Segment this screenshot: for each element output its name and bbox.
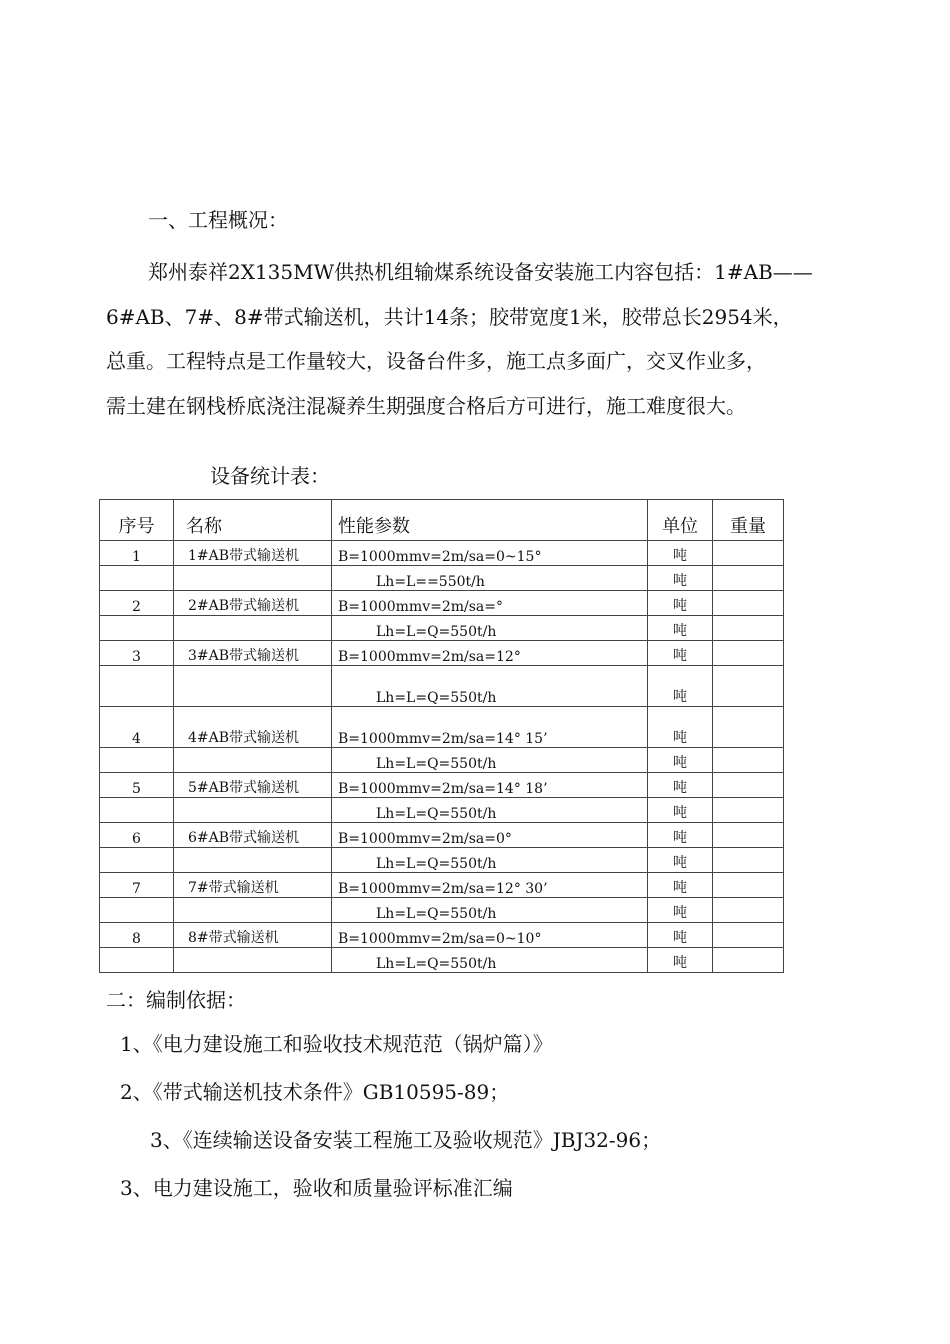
equipment-name: 8#带式输送机: [174, 923, 332, 948]
weight-cell: [713, 823, 784, 848]
table-row: [100, 616, 784, 641]
performance-param: Lh=L=Q=550t/h: [332, 898, 648, 923]
equipment-name-empty: [174, 848, 332, 873]
row-number: 3: [100, 641, 174, 666]
header-unit: 单位: [648, 500, 713, 541]
row-number: 7: [100, 873, 174, 898]
equipment-name-empty: [174, 616, 332, 641]
weight-cell: [713, 748, 784, 773]
unit-cell: 吨: [648, 641, 713, 666]
equipment-name-empty: [174, 948, 332, 973]
header-params: 性能参数: [332, 500, 648, 541]
reference-item: 1、《电力建设施工和验收技术规范范（锅炉篇）》: [120, 1032, 553, 1056]
unit-cell: 吨: [648, 666, 713, 707]
equipment-name: 2#AB带式输送机: [174, 591, 332, 616]
row-number-empty: [100, 948, 174, 973]
table-row: [100, 923, 784, 948]
equipment-name: 7#带式输送机: [174, 873, 332, 898]
equipment-name-empty: [174, 798, 332, 823]
section-2-heading: 二：编制依据：: [106, 988, 246, 1012]
unit-cell: 吨: [648, 707, 713, 748]
header-name: 名称: [174, 500, 332, 541]
weight-cell: [713, 798, 784, 823]
row-number: 5: [100, 773, 174, 798]
performance-param: B=1000mmv=2m/sa=12° 30’: [332, 873, 648, 898]
unit-cell: 吨: [648, 848, 713, 873]
weight-cell: [713, 898, 784, 923]
table-row: [100, 666, 784, 707]
table-row: [100, 707, 784, 748]
performance-param: Lh=L=Q=550t/h: [332, 666, 648, 707]
weight-cell: [713, 591, 784, 616]
row-number-empty: [100, 798, 174, 823]
unit-cell: 吨: [648, 873, 713, 898]
table-row: [100, 798, 784, 823]
unit-cell: 吨: [648, 616, 713, 641]
performance-param: Lh=L=Q=550t/h: [332, 848, 648, 873]
unit-cell: 吨: [648, 898, 713, 923]
table-row: [100, 948, 784, 973]
table-row: [100, 848, 784, 873]
weight-cell: [713, 666, 784, 707]
reference-item: 3、电力建设施工，验收和质量验评标准汇编: [120, 1176, 513, 1200]
unit-cell: 吨: [648, 541, 713, 566]
table-row: [100, 748, 784, 773]
unit-cell: 吨: [648, 823, 713, 848]
weight-cell: [713, 616, 784, 641]
performance-param: Lh=L=Q=550t/h: [332, 616, 648, 641]
performance-param: B=1000mmv=2m/sa=14° 15’: [332, 707, 648, 748]
equipment-name-empty: [174, 898, 332, 923]
table-row: [100, 898, 784, 923]
table-row: [100, 591, 784, 616]
unit-cell: 吨: [648, 798, 713, 823]
table-row: [100, 823, 784, 848]
performance-param: B=1000mmv=2m/sa=0~10°: [332, 923, 648, 948]
paragraph-line: 郑州泰祥2X135MW供热机组输煤系统设备安装施工内容包括：1#AB——: [148, 260, 813, 284]
unit-cell: 吨: [648, 748, 713, 773]
weight-cell: [713, 566, 784, 591]
header-weight: 重量: [713, 500, 784, 541]
weight-cell: [713, 773, 784, 798]
unit-cell: 吨: [648, 773, 713, 798]
equipment-name-empty: [174, 666, 332, 707]
paragraph-line: 总重。工程特点是工作量较大，设备台件多，施工点多面广，交叉作业多，: [106, 349, 766, 373]
header-no: 序号: [100, 500, 174, 541]
equipment-name: 4#AB带式输送机: [174, 707, 332, 748]
table-row: [100, 641, 784, 666]
table-header-row: [100, 500, 784, 541]
paragraph-line: 6#AB、7#、8#带式输送机，共计14条；胶带宽度1米，胶带总长2954米，: [106, 304, 793, 329]
performance-param: B=1000mmv=2m/sa=12°: [332, 641, 648, 666]
equipment-name: 1#AB带式输送机: [174, 541, 332, 566]
row-number-empty: [100, 898, 174, 923]
section-1-heading: 一、工程概况：: [148, 208, 288, 232]
row-number-empty: [100, 566, 174, 591]
equipment-table: [99, 499, 784, 973]
equipment-name: 6#AB带式输送机: [174, 823, 332, 848]
equipment-name: 3#AB带式输送机: [174, 641, 332, 666]
weight-cell: [713, 948, 784, 973]
paragraph-line: 需土建在钢栈桥底浇注混凝养生期强度合格后方可进行，施工难度很大。: [106, 393, 746, 418]
weight-cell: [713, 707, 784, 748]
table-row: [100, 873, 784, 898]
performance-param: Lh=L=Q=550t/h: [332, 748, 648, 773]
row-number: 6: [100, 823, 174, 848]
unit-cell: 吨: [648, 923, 713, 948]
equipment-name: 5#AB带式输送机: [174, 773, 332, 798]
row-number-empty: [100, 666, 174, 707]
row-number: 8: [100, 923, 174, 948]
table-title: 设备统计表：: [210, 464, 330, 488]
row-number-empty: [100, 748, 174, 773]
performance-param: Lh=L==550t/h: [332, 566, 648, 591]
performance-param: B=1000mmv=2m/sa=0°: [332, 823, 648, 848]
table-row: [100, 773, 784, 798]
performance-param: B=1000mmv=2m/sa=14° 18’: [332, 773, 648, 798]
equipment-name-empty: [174, 566, 332, 591]
row-number-empty: [100, 848, 174, 873]
weight-cell: [713, 923, 784, 948]
table-row: [100, 541, 784, 566]
reference-item: 2、《带式输送机技术条件》GB10595-89；: [120, 1080, 510, 1104]
row-number: 1: [100, 541, 174, 566]
performance-param: B=1000mmv=2m/sa=°: [332, 591, 648, 616]
weight-cell: [713, 641, 784, 666]
row-number: 4: [100, 707, 174, 748]
weight-cell: [713, 873, 784, 898]
row-number: 2: [100, 591, 174, 616]
reference-item: 3、《连续输送设备安装工程施工及验收规范》JBJ32-96；: [150, 1128, 662, 1152]
weight-cell: [713, 848, 784, 873]
unit-cell: 吨: [648, 948, 713, 973]
performance-param: Lh=L=Q=550t/h: [332, 948, 648, 973]
unit-cell: 吨: [648, 566, 713, 591]
performance-param: B=1000mmv=2m/sa=0~15°: [332, 541, 648, 566]
performance-param: Lh=L=Q=550t/h: [332, 798, 648, 823]
unit-cell: 吨: [648, 591, 713, 616]
overview-paragraph: [106, 250, 848, 428]
table-row: [100, 566, 784, 591]
weight-cell: [713, 541, 784, 566]
row-number-empty: [100, 616, 174, 641]
equipment-name-empty: [174, 748, 332, 773]
